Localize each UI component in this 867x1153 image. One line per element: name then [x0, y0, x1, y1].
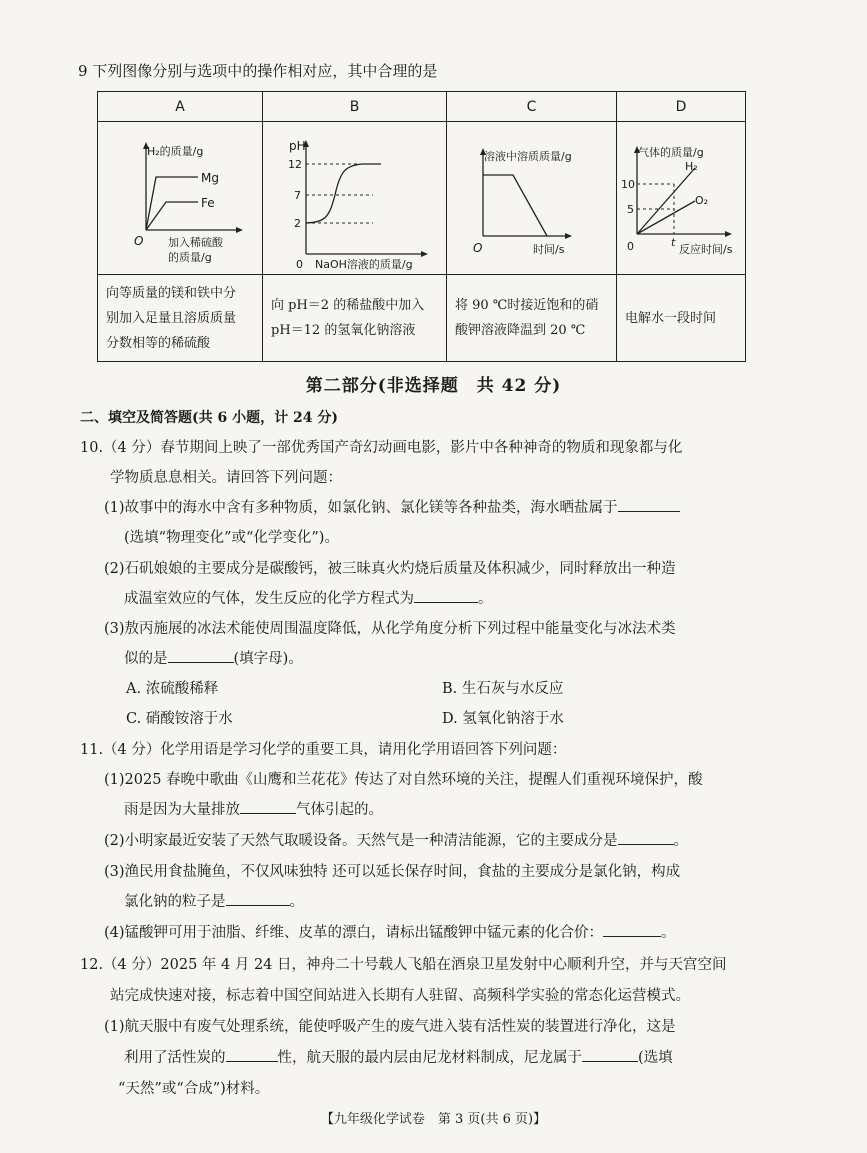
graph-d-o2-label: O₂	[695, 194, 709, 207]
q10-sub3-text: 似的是	[124, 651, 168, 667]
graph-b-origin: 0	[296, 258, 303, 270]
q11-sub2-text: (2)小明家最近安装了天然气取暖设备。天然气是一种清洁能源，它的主要成分是	[104, 833, 618, 849]
question-9-options-table	[97, 91, 746, 362]
q10-sub2-line-2	[124, 587, 493, 608]
graph-c-origin: O	[473, 241, 483, 255]
q11-sub3-line-2	[124, 890, 304, 911]
graph-d-t-mark: t	[671, 236, 676, 249]
q10-sub1-blank[interactable]	[618, 497, 680, 512]
graph-b-cell	[263, 122, 447, 275]
graph-a-fe-label: Fe	[201, 196, 215, 210]
q11-sub2-blank[interactable]	[618, 830, 674, 845]
q10-sub3-blank[interactable]	[168, 648, 234, 663]
page-footer: 【九年级化学试卷 第 3 页(共 6 页)】	[320, 1112, 547, 1127]
q11-sub1-line-2	[124, 798, 383, 819]
q12-sub1-mid: 性，航天服的最内层由尼龙材料制成，尼龙属于	[277, 1050, 582, 1066]
graph-d-tick-5: 5	[627, 203, 634, 216]
graph-b-ylabel: pH	[289, 139, 306, 153]
q10-sub2-blank[interactable]	[414, 588, 478, 603]
header-c: C	[447, 92, 617, 122]
desc-b-line-1: 向 pH＝2 的稀盐酸中加入	[271, 298, 425, 313]
desc-a-line-3: 分数相等的稀硫酸	[106, 335, 211, 351]
desc-c-line-1: 将 90 ℃时接近饱和的硝	[455, 298, 599, 313]
question-9-stem: 9 下列图像分别与选项中的操作相对应，其中合理的是	[78, 62, 438, 80]
q12-sub1-text: 利用了活性炭的	[124, 1050, 226, 1066]
graph-d-cell	[617, 122, 746, 275]
graph-b	[263, 122, 447, 270]
q12-line-2: 站完成快速对接，标志着中国空间站进入长期有人驻留、高频科学实验的常态化运营模式。	[110, 988, 690, 1004]
graph-a-xlabel-1: 加入稀硫酸	[168, 236, 223, 249]
q11-sub3-text: 氯化钠的粒子是	[124, 894, 226, 910]
graph-a-mg-line	[146, 177, 198, 230]
q11-sub4-end: 。	[661, 925, 676, 941]
q11-sub1-line-1: (1)2025 春晚中歌曲《山鹰和兰花花》传达了对自然环境的关注，提醒人们重视环境保护，酸	[104, 772, 703, 788]
desc-a	[98, 275, 263, 362]
q12-sub1-line-3: “天然”或“合成”)材料。	[118, 1081, 270, 1097]
graph-b-tick-12: 12	[288, 158, 302, 171]
q11-sub3-blank[interactable]	[226, 891, 290, 906]
q11-sub4-line	[104, 921, 676, 942]
graph-a-fe-line	[146, 202, 198, 230]
header-d: D	[617, 92, 746, 122]
graph-a-cell	[98, 122, 263, 275]
part-two-title: 第二部分(非选择题 共 42 分)	[305, 376, 562, 396]
graph-d-x-arrow	[725, 231, 732, 237]
graph-c-solute-line	[483, 175, 547, 236]
q12-sub1-line-1: (1)航天服中有废气处理系统，能使呼吸产生的废气进入装有活性炭的装置进行净化，这是	[104, 1019, 676, 1035]
q10-sub3-end: (填字母)。	[233, 651, 303, 667]
q10-sub2-text: 成温室效应的气体，发生反应的化学方程式为	[124, 591, 414, 607]
q10-line-1: 10.（4 分）春节期间上映了一部优秀国产奇幻动画电影，影片中各种神奇的物质和现象都与化	[80, 440, 683, 456]
q11-sub1-blank[interactable]	[240, 799, 296, 814]
graph-c-xlabel: 时间/s	[533, 243, 565, 256]
q11-sub4-text: (4)锰酸钾可用于油脂、纤维、皮革的漂白，请标出锰酸钾中锰元素的化合价：	[104, 925, 604, 941]
graph-d-xlabel: 反应时间/s	[679, 243, 733, 256]
q11-sub1-end: 气体引起的。	[296, 802, 383, 818]
q12-sub1-end: (选填	[638, 1050, 673, 1066]
desc-c	[447, 275, 617, 362]
q11-sub1-text: 雨是因为大量排放	[124, 802, 240, 818]
graph-c-cell	[447, 122, 617, 275]
q11-line-1: 11.（4 分）化学用语是学习化学的重要工具，请用化学用语回答下列问题：	[80, 742, 567, 758]
q12-sub1-line-2	[124, 1046, 673, 1067]
graph-c-x-arrow	[565, 233, 572, 239]
q11-sub2-end: 。	[673, 833, 689, 849]
graph-d-ylabel: 气体的质量/g	[638, 146, 704, 159]
graph-a	[98, 122, 263, 270]
q10-option-c: C. 硝酸铵溶于水	[126, 711, 233, 727]
graph-c	[447, 122, 617, 270]
graph-b-tick-7: 7	[294, 189, 301, 202]
desc-a-line-1: 向等质量的镁和铁中分	[106, 285, 237, 301]
header-b: B	[263, 92, 447, 122]
q12-line-1: 12.（4 分）2025 年 4 月 24 日，神舟二十号载人飞船在酒泉卫星发射中心顺利升空，并与天宫空间	[80, 957, 727, 973]
graph-b-tick-2: 2	[294, 217, 301, 230]
q10-sub1-line-1	[104, 496, 680, 517]
q12-sub1-blank-1[interactable]	[226, 1047, 278, 1062]
header-a: A	[98, 92, 263, 122]
graph-d-o2-line	[637, 201, 695, 234]
graph-b-x-arrow	[421, 251, 428, 257]
q11-sub2-line	[104, 829, 688, 850]
q10-sub3-line-1: (3)敖丙施展的冰法术能使周围温度降低，从化学角度分析下列过程中能量变化与冰法术类	[104, 621, 676, 637]
graph-a-mg-label: Mg	[201, 171, 219, 185]
q10-option-a: A. 浓硫酸稀释	[126, 681, 219, 697]
q10-sub1-text: (1)故事中的海水中含有多种物质，如氯化钠、氯化镁等各种盐类，海水晒盐属于	[104, 500, 618, 516]
q10-sub3-line-2	[124, 647, 303, 668]
q10-sub2-end: 。	[478, 591, 493, 607]
desc-c-line-2: 酸钾溶液降温到 20 ℃	[455, 323, 586, 338]
q11-sub3-line-1: (3)渔民用食盐腌鱼，不仅风味独特 还可以延长保存时间，食盐的主要成分是氯化钠，构成	[104, 864, 681, 880]
graph-a-x-arrow	[236, 227, 243, 233]
graph-d	[617, 122, 746, 270]
q12-sub1-blank-2[interactable]	[582, 1047, 638, 1062]
desc-b	[263, 275, 447, 362]
q10-option-b: B. 生石灰与水反应	[442, 681, 564, 697]
desc-d-line-1: 电解水一段时间	[625, 310, 717, 326]
q10-sub1-line-2: (选填“物理变化”或“化学变化”)。	[124, 530, 339, 546]
graph-c-ylabel: 溶液中溶质质量/g	[484, 150, 572, 163]
section-title: 二、填空及简答题(共 6 小题，计 24 分)	[80, 410, 338, 426]
graph-a-ylabel: H₂的质量/g	[147, 145, 204, 158]
graph-d-h2-line	[637, 168, 695, 234]
graph-d-tick-10: 10	[621, 178, 635, 191]
graph-b-xlabel: NaOH溶液的质量/g	[315, 258, 413, 270]
q11-sub4-blank[interactable]	[603, 922, 661, 937]
q10-sub2-line-1: (2)石矶娘娘的主要成分是碳酸钙，被三昧真火灼烧后质量及体积减少，同时释放出一种造	[104, 561, 676, 577]
graph-b-ph-curve	[306, 164, 381, 223]
q10-option-d: D. 氢氧化钠溶于水	[442, 711, 564, 727]
q10-line-2: 学物质息息相关。请回答下列问题：	[110, 470, 342, 486]
graph-d-h2-label: H₂	[685, 160, 698, 173]
desc-d	[617, 275, 746, 362]
q11-sub3-end: 。	[289, 894, 304, 910]
graph-a-xlabel-2: 的质量/g	[168, 251, 212, 264]
graph-a-origin: O	[134, 234, 144, 248]
desc-b-line-2: pH＝12 的氢氧化钠溶液	[271, 323, 416, 338]
graph-d-origin: 0	[627, 240, 634, 253]
desc-a-line-2: 别加入足量且溶质质量	[106, 310, 237, 326]
